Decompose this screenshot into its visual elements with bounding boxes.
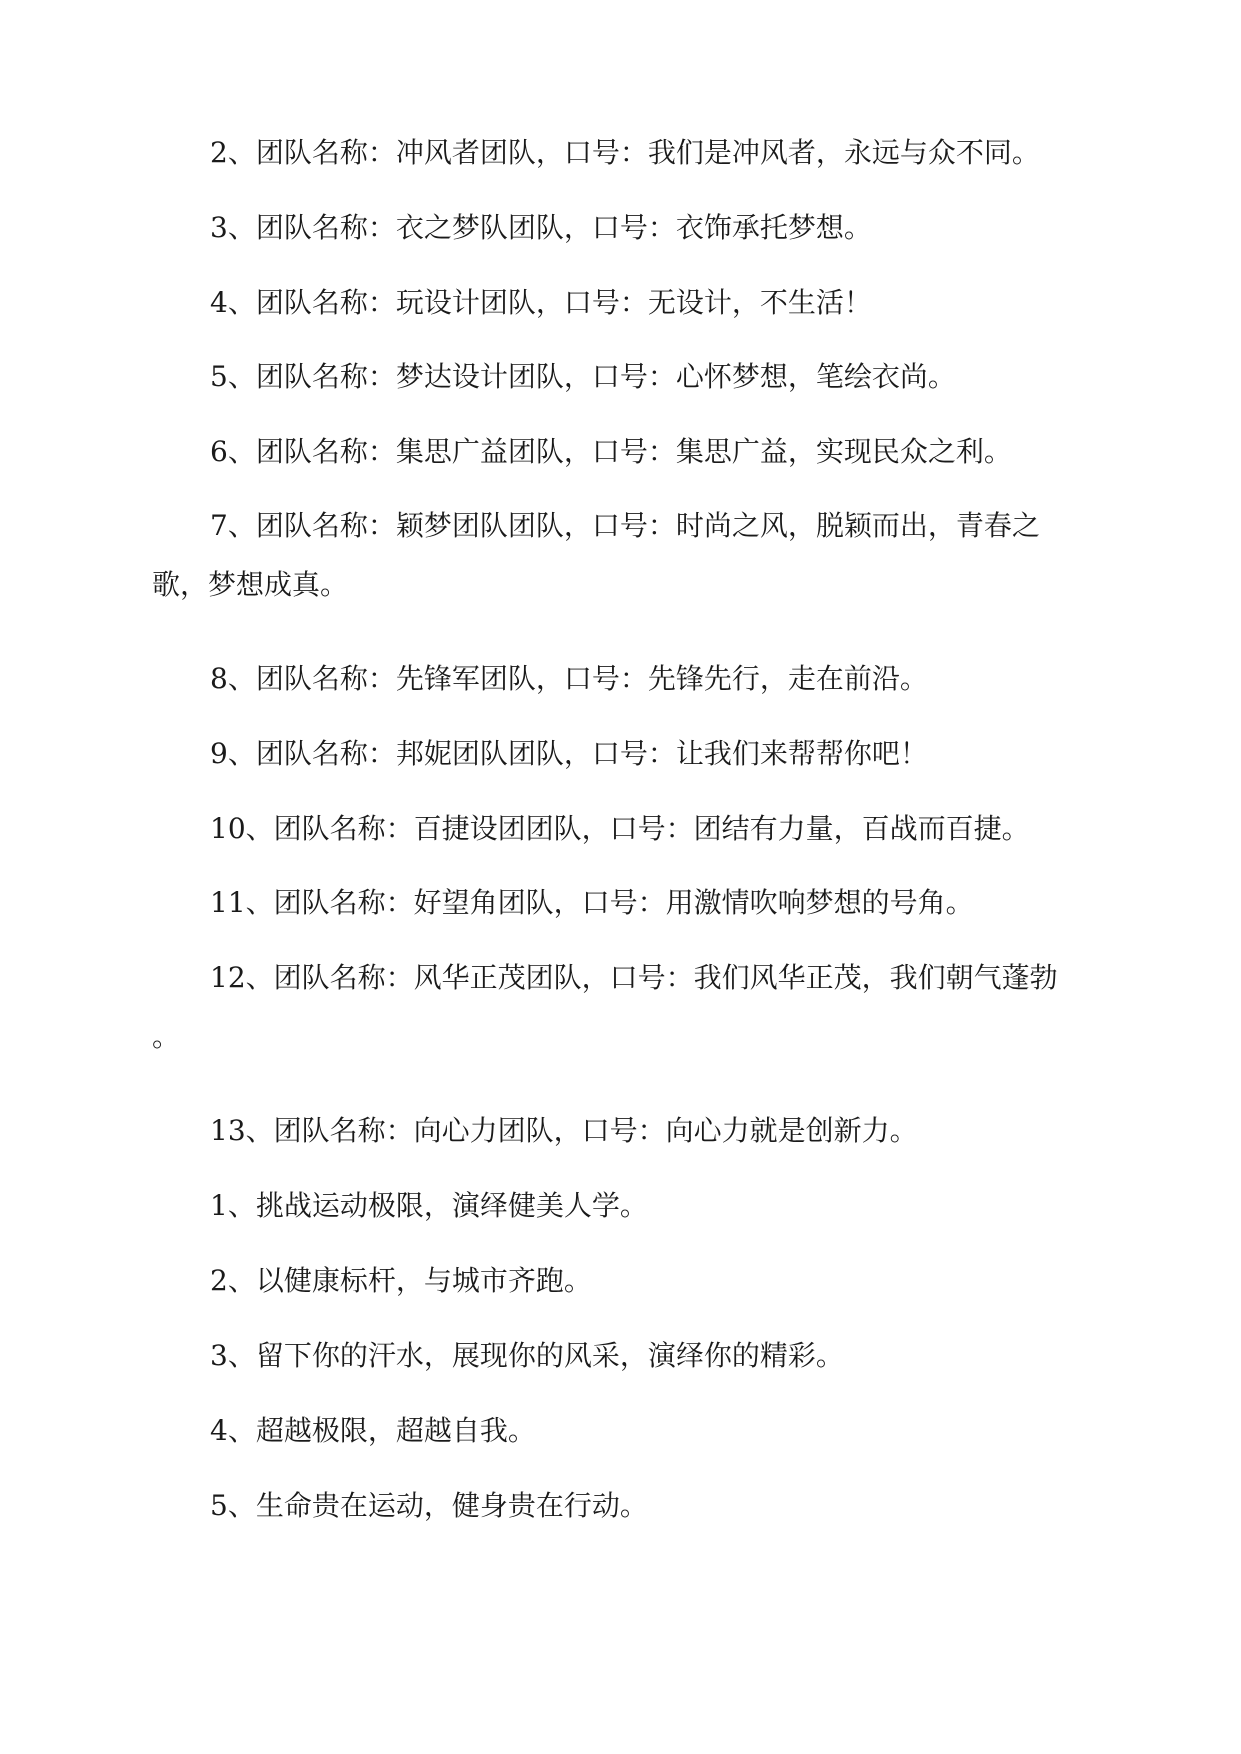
paragraph-slogan-1: 1、挑战运动极限，演绎健美人学。: [210, 1189, 648, 1222]
paragraph-team-8: 8、团队名称：先锋军团队，口号：先锋先行，走在前沿。: [210, 662, 928, 695]
paragraph-team-4: 4、团队名称：玩设计团队，口号：无设计，不生活！: [210, 286, 872, 319]
paragraph-team-7-continued: 歌，梦想成真。: [152, 568, 349, 601]
paragraph-team-3: 3、团队名称：衣之梦队团队，口号：衣饰承托梦想。: [210, 211, 872, 244]
paragraph-team-13: 13、团队名称：向心力团队，口号：向心力就是创新力。: [210, 1114, 918, 1147]
paragraph-team-12: 12、团队名称：风华正茂团队，口号：我们风华正茂，我们朝气蓬勃: [210, 961, 1058, 994]
paragraph-slogan-4: 4、超越极限，超越自我。: [210, 1414, 536, 1447]
paragraph-team-6: 6、团队名称：集思广益团队，口号：集思广益，实现民众之利。: [210, 435, 1012, 468]
paragraph-team-10: 10、团队名称：百捷设团团队，口号：团结有力量，百战而百捷。: [210, 812, 1030, 845]
paragraph-team-5: 5、团队名称：梦达设计团队，口号：心怀梦想，笔绘衣尚。: [210, 360, 956, 393]
paragraph-team-2: 2、团队名称：冲风者团队，口号：我们是冲风者，永远与众不同。: [210, 136, 1040, 169]
paragraph-team-7: 7、团队名称：颖梦团队团队，口号：时尚之风，脱颖而出，青春之: [210, 509, 1040, 542]
paragraph-team-12-continued: 。: [152, 1020, 181, 1053]
paragraph-team-11: 11、团队名称：好望角团队，口号：用激情吹响梦想的号角。: [210, 886, 974, 919]
paragraph-slogan-3: 3、留下你的汗水，展现你的风采，演绎你的精彩。: [210, 1339, 844, 1372]
paragraph-slogan-5: 5、生命贵在运动，健身贵在行动。: [210, 1489, 648, 1522]
paragraph-slogan-2: 2、以健康标杆，与城市齐跑。: [210, 1264, 592, 1297]
paragraph-team-9: 9、团队名称：邦妮团队团队，口号：让我们来帮帮你吧！: [210, 737, 928, 770]
